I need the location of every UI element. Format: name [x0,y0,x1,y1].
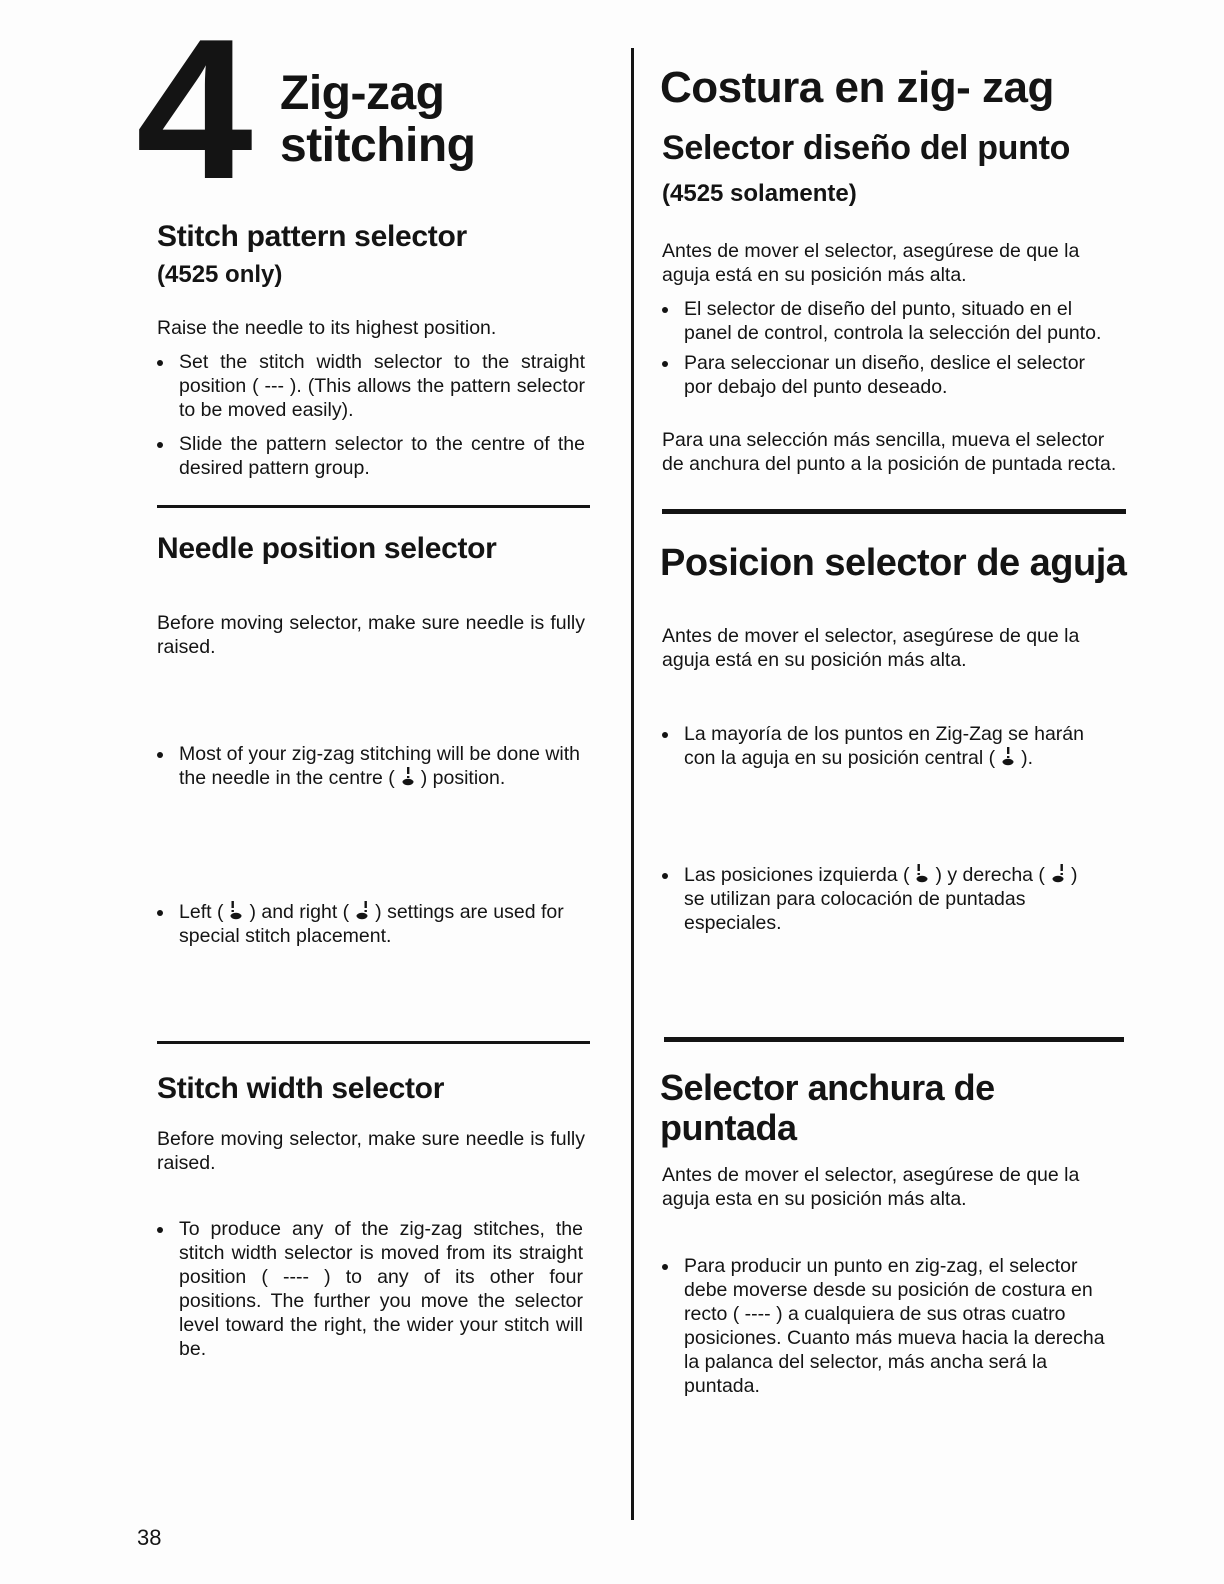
es-needle-center-text-b: ). [1021,747,1034,769]
needle-left-icon [913,863,931,883]
section-divider [157,505,590,508]
needle-right-icon [353,900,371,920]
chapter-title-line2: stitching [280,119,476,172]
list-item: El selector de diseño del punto, situado en el panel de control, controla la selección del punto. [662,297,1117,345]
es-needle-left-text-a: Las posiciones izquierda ( [684,864,910,886]
es-needle-left-text-b: ) y derecha ( [935,864,1045,886]
section-divider [662,509,1126,514]
list-item: Para producir un punto en zig-zag, el selector debe moverse desde su posición de costura en recto ( ---- ) a cualquiera de sus otras cuatro posiciones. Cuanto más mueva hacia la derecha la palanca del selector, más ancha será la puntada. [662,1254,1122,1398]
needle-right-icon [1049,863,1067,883]
section-divider [664,1037,1124,1042]
list-item [662,863,1102,935]
spanish-needle-list-2 [662,863,1102,945]
chapter-number: 4 [136,0,247,221]
spanish-width-heading: Selector anchura de puntada [660,1067,995,1148]
stitch-width-heading: Stitch width selector [157,1072,445,1105]
list-item: Set the stitch width selector to the straight position ( --- ). (This allows the pattern selector to be moved easily). [157,350,585,422]
stitch-pattern-heading: Stitch pattern selector [157,220,467,253]
needle-center-text-b: ) position. [420,767,506,789]
needle-left-text-b: ) and right ( [249,901,350,923]
spanish-needle-intro: Antes de mover el selector, asegúrese de que la aguja está en su posición más alta. [662,625,1080,671]
needle-list-1 [157,742,592,800]
needle-left-icon [227,900,245,920]
es-needle-left-text-c: ) se utilizan para colocación de puntadas especiales. [684,864,1078,934]
spanish-pattern-heading: Selector diseño del punto [662,129,1071,167]
needle-center-text-a: Most of your zig-zag stitching will be done with the needle in the centre ( [179,743,581,789]
list-item [157,900,592,948]
needle-position-intro: Before moving selector, make sure needle is fully raised. [157,612,585,658]
spanish-width-list [662,1254,1122,1408]
spanish-needle-list-1 [662,722,1102,780]
column-divider [631,48,634,1520]
list-item: Slide the pattern selector to the centre of the desired pattern group. [157,432,585,480]
needle-position-heading: Needle position selector [157,532,497,565]
spanish-pattern-intro: Antes de mover el selector, asegúrese de que la aguja está en su posición más alta. [662,240,1080,286]
page-number: 38 [137,1525,162,1550]
spanish-pattern-list [662,297,1117,399]
spanish-width-intro: Antes de mover el selector, asegúrese de que la aguja esta en su posición más alta. [662,1164,1080,1210]
chapter-title [280,68,476,172]
spanish-needle-heading: Posicion selector de aguja [660,542,1127,584]
needle-list-2 [157,900,592,958]
stitch-pattern-list [157,350,585,490]
chapter-title-line1: Zig-zag [280,67,445,120]
needle-left-text-a: Left ( [179,901,224,923]
stitch-pattern-intro: Raise the needle to its highest position. [157,317,497,339]
list-item: Para seleccionar un diseño, deslice el selector por debajo del punto deseado. [662,351,1117,399]
stitch-width-list [157,1217,583,1371]
needle-center-icon [399,766,417,786]
spanish-pattern-subheading: (4525 solamente) [662,180,857,207]
list-item [157,742,592,790]
spanish-pattern-note: Para una selección más sencilla, mueva el selector de anchura del punto a la posición de puntada recta. [662,429,1117,475]
needle-center-icon [999,746,1017,766]
list-item [662,722,1102,770]
es-needle-center-text-a: La mayoría de los puntos en Zig-Zag se harán con la aguja en su posición central ( [684,723,1084,769]
stitch-width-intro: Before moving selector, make sure needle is fully raised. [157,1128,585,1174]
needle-left-text-c: ) settings are used for special stitch placement. [179,901,564,947]
spanish-title: Costura en zig- zag [660,63,1054,112]
section-divider [157,1041,590,1044]
list-item: To produce any of the zig-zag stitches, the stitch width selector is moved from its straight position ( ---- ) to any of its other four positions. The further you move the selector level toward the right, the wider your stitch will be. [157,1217,583,1361]
stitch-pattern-subheading: (4525 only) [157,261,283,288]
